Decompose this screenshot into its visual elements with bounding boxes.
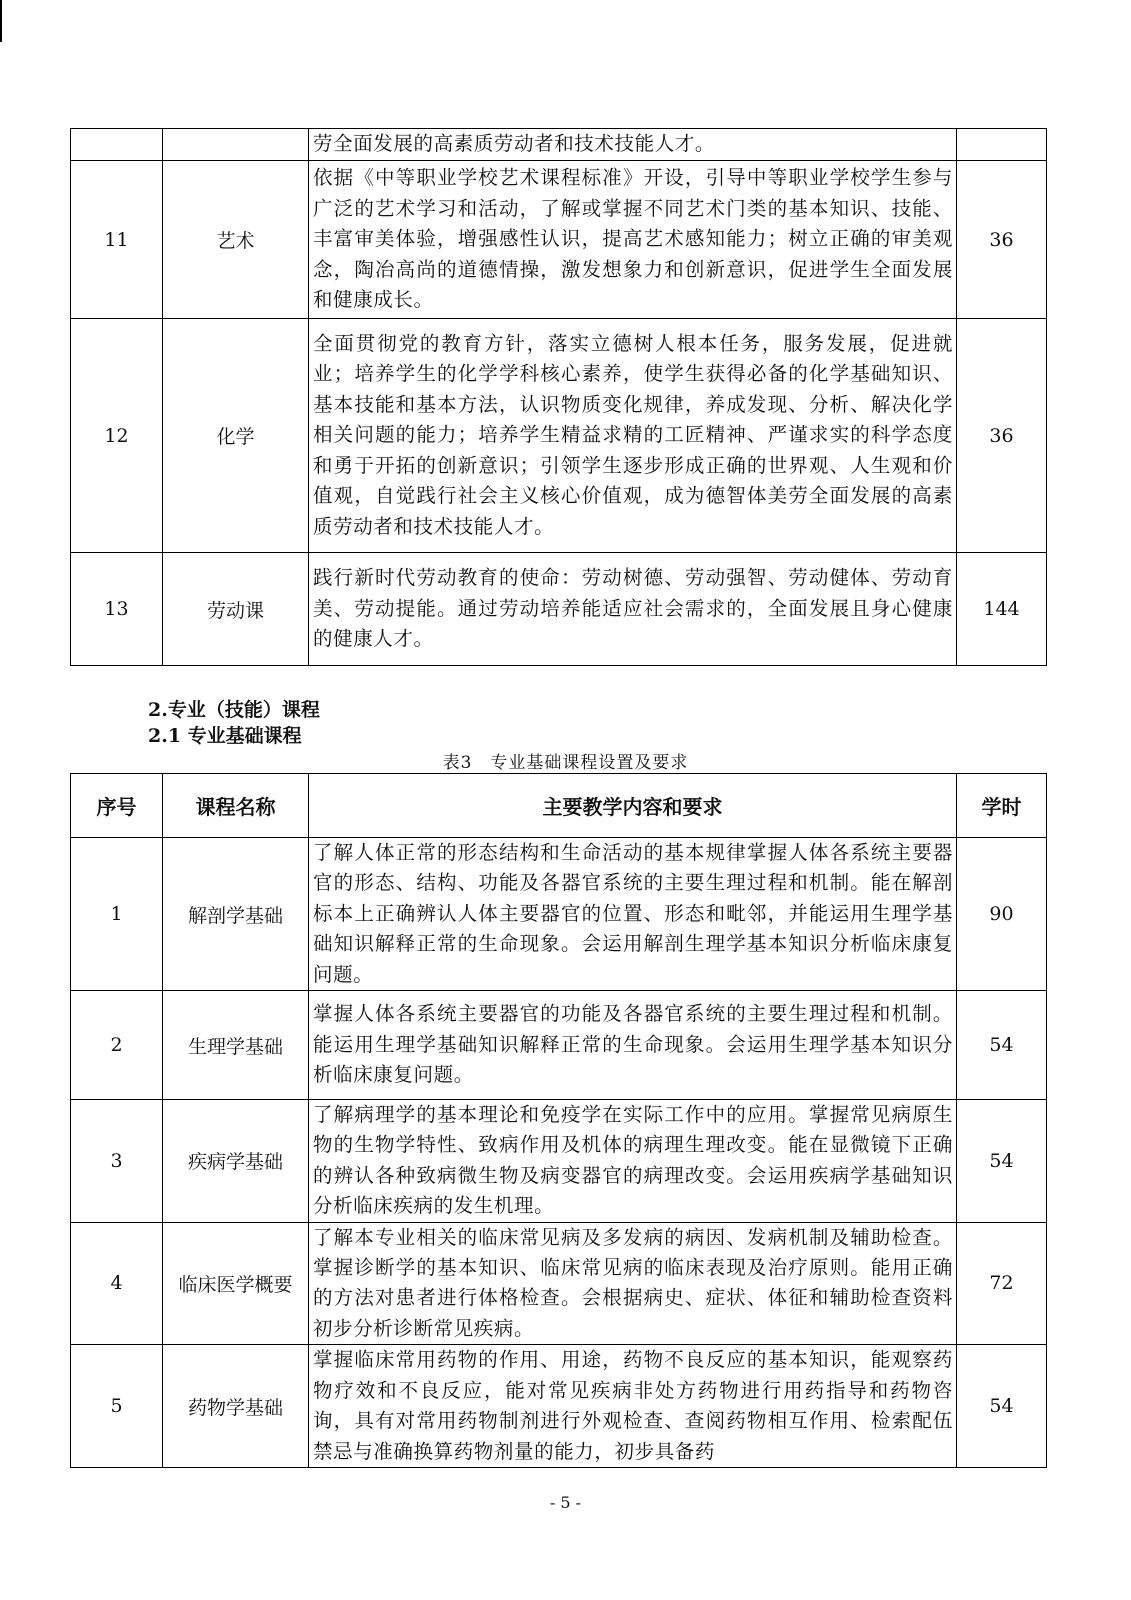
course-name: 劳动课 bbox=[163, 553, 309, 666]
course-name bbox=[163, 129, 309, 161]
course-content: 践行新时代劳动教育的使命：劳动树德、劳动强智、劳动健体、劳动育美、劳动提能。通过劳动培养能适应社会需求的，全面发展且身心健康的健康人才。 bbox=[309, 553, 957, 666]
table-row bbox=[71, 1100, 1047, 1223]
course-hours: 54 bbox=[957, 991, 1047, 1100]
header-hours: 学时 bbox=[957, 774, 1047, 838]
table-row bbox=[71, 1345, 1047, 1468]
row-number: 1 bbox=[71, 838, 163, 991]
course-hours: 36 bbox=[957, 161, 1047, 319]
course-hours: 72 bbox=[957, 1222, 1047, 1345]
course-name: 临床医学概要 bbox=[163, 1222, 309, 1345]
header-content: 主要教学内容和要求 bbox=[309, 774, 957, 838]
table-row bbox=[71, 1222, 1047, 1345]
header-number: 序号 bbox=[71, 774, 163, 838]
subsection-heading: 2.1 专业基础课程 bbox=[148, 725, 302, 747]
course-content: 劳全面发展的高素质劳动者和技术技能人才。 bbox=[309, 129, 957, 161]
course-content: 掌握临床常用药物的作用、用途，药物不良反应的基本知识，能观察药物疗效和不良反应，能对常见疾病非处方药物进行用药指导和药物咨询，具有对常用药物制剂进行外观检查、查阅药物相互作用、检索配伍禁忌与准确换算药物剂量的能力，初步具备药 bbox=[309, 1345, 957, 1468]
continued-course-table bbox=[70, 128, 1047, 666]
header-course-name: 课程名称 bbox=[163, 774, 309, 838]
course-content: 全面贯彻党的教育方针，落实立德树人根本任务，服务发展，促进就业；培养学生的化学学科核心素养，使学生获得必备的化学基础知识、基本技能和基本方法，认识物质变化规律，养成发现、分析、解决化学相关问题的能力；培养学生精益求精的工匠精神、严谨求实的科学态度和勇于开拓的创新意识；引领学生逐步形成正确的世界观、人生观和价值观，自觉践行社会主义核心价值观，成为德智体美劳全面发展的高素质劳动者和技术技能人才。 bbox=[309, 319, 957, 553]
course-hours: 90 bbox=[957, 838, 1047, 991]
table-header-row bbox=[71, 774, 1047, 838]
course-name: 化学 bbox=[163, 319, 309, 553]
course-name: 生理学基础 bbox=[163, 991, 309, 1100]
course-name: 疾病学基础 bbox=[163, 1100, 309, 1223]
row-number: 5 bbox=[71, 1345, 163, 1468]
table-row bbox=[71, 129, 1047, 161]
section-heading: 2.专业（技能）课程 bbox=[148, 699, 320, 721]
course-hours bbox=[957, 129, 1047, 161]
course-content: 依据《中等职业学校艺术课程标准》开设，引导中等职业学校学生参与广泛的艺术学习和活动，了解或掌握不同艺术门类的基本知识、技能、丰富审美体验，增强感性认识，提高艺术感知能力；树立正确的审美观念，陶冶高尚的道德情操，激发想象力和创新意识，促进学生全面发展和健康成长。 bbox=[309, 161, 957, 319]
table-row bbox=[71, 991, 1047, 1100]
course-content: 了解病理学的基本理论和免疫学在实际工作中的应用。掌握常见病原生物的生物学特性、致病作用及机体的病理生理改变。能在显微镜下正确的辨认各种致病微生物及病变器官的病理改变。会运用疾病学基础知识分析临床疾病的发生机理。 bbox=[309, 1100, 957, 1223]
course-content: 掌握人体各系统主要器官的功能及各器官系统的主要生理过程和机制。能运用生理学基础知识解释正常的生命现象。会运用生理学基本知识分析临床康复问题。 bbox=[309, 991, 957, 1100]
course-hours: 54 bbox=[957, 1345, 1047, 1468]
row-number: 2 bbox=[71, 991, 163, 1100]
page-edge-mark bbox=[0, 0, 2, 42]
course-hours: 54 bbox=[957, 1100, 1047, 1223]
table-row bbox=[71, 161, 1047, 319]
table-caption: 表3 专业基础课程设置及要求 bbox=[442, 753, 689, 773]
table-row bbox=[71, 319, 1047, 553]
row-number: 12 bbox=[71, 319, 163, 553]
row-number bbox=[71, 129, 163, 161]
table-row bbox=[71, 553, 1047, 666]
row-number: 11 bbox=[71, 161, 163, 319]
course-hours: 144 bbox=[957, 553, 1047, 666]
table-row bbox=[71, 838, 1047, 991]
row-number: 3 bbox=[71, 1100, 163, 1223]
page-number: - 5 - bbox=[549, 1493, 582, 1512]
course-name: 药物学基础 bbox=[163, 1345, 309, 1468]
row-number: 4 bbox=[71, 1222, 163, 1345]
course-name: 解剖学基础 bbox=[163, 838, 309, 991]
course-content: 了解人体正常的形态结构和生命活动的基本规律掌握人体各系统主要器官的形态、结构、功能及各器官系统的主要生理过程和机制。能在解剖标本上正确辨认人体主要器官的位置、形态和毗邻，并能运用生理学基础知识解释正常的生命现象。会运用解剖生理学基本知识分析临床康复问题。 bbox=[309, 838, 957, 991]
course-name: 艺术 bbox=[163, 161, 309, 319]
course-hours: 36 bbox=[957, 319, 1047, 553]
course-content: 了解本专业相关的临床常见病及多发病的病因、发病机制及辅助检查。掌握诊断学的基本知识、临床常见病的临床表现及治疗原则。能用正确的方法对患者进行体格检查。会根据病史、症状、体征和辅助检查资料初步分析诊断常见疾病。 bbox=[309, 1222, 957, 1345]
professional-basic-course-table bbox=[70, 773, 1047, 1468]
row-number: 13 bbox=[71, 553, 163, 666]
